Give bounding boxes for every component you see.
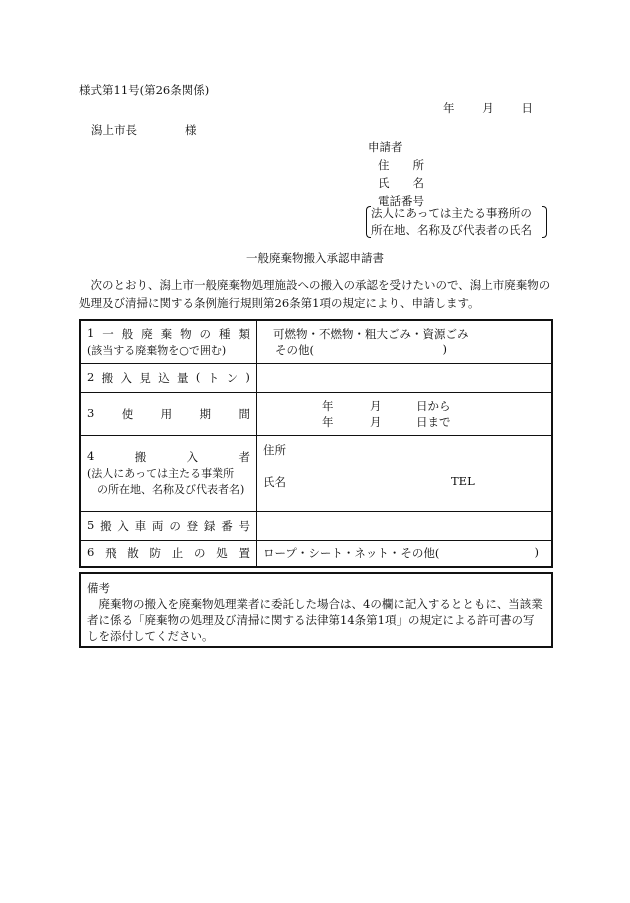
recipient (91, 122, 197, 138)
quantity-label: 2 搬 入 見 込 量 ( ト ン ) (87, 369, 250, 385)
remarks-heading: 備考 (87, 581, 110, 595)
application-statement: 次のとおり、潟上市一般廃棄物処理施設への搬入の承認を受けたいので、潟上市廃棄物の処理及び清掃に関する条例施行規則第26条第1項の規定により、申請します。 (79, 278, 551, 310)
recipient-honorific: 様 (185, 123, 197, 137)
carrier-label: 4 搬 入 者 (87, 449, 250, 464)
vehicle-field[interactable] (257, 511, 553, 540)
date-year: 年 (443, 101, 455, 115)
date-field (443, 100, 533, 116)
applicant-name-label: 氏 名 (378, 176, 424, 190)
vehicle-label: 5 搬 入 車 両 の 登 録 番 号 (87, 517, 250, 533)
remarks-text: 廃棄物の搬入を廃棄物処理業者に委託した場合は、4の欄に記入するとともに、当該業者に係る「廃棄物の処理及び清掃に関する法律第14条第1項」の規定による許可書の写しを添付してください。 (87, 597, 543, 643)
row-carrier (80, 435, 552, 511)
applicant-address-label: 住 所 (378, 158, 424, 172)
waste-type-label: 1 一 般 廃 棄 物 の 種 類 (87, 325, 250, 341)
carrier-address-label: 住所 (263, 442, 286, 457)
applicant-heading: 申請者 (368, 140, 403, 154)
carrier-sublabel-2: の所在地、名称及び代表者名) (97, 483, 245, 496)
carrier-name-label: 氏名 (263, 474, 286, 489)
period-field[interactable]: 年 月 日から 年 月 日まで (257, 392, 553, 435)
scatter-prevention-label: 6 飛 散 防 止 の 処 置 (87, 545, 250, 561)
date-day: 日 (521, 101, 533, 115)
quantity-field[interactable] (257, 363, 553, 392)
date-month: 月 (482, 101, 494, 115)
carrier-field[interactable] (257, 435, 553, 511)
row-quantity (80, 363, 552, 392)
corporate-note: 法人にあっては主たる事務所の 所在地、名称及び代表者の氏名 (366, 205, 543, 239)
document-title: 一般廃棄物搬入承認申請書 (246, 251, 384, 265)
period-label: 3 使 用 期 間 (87, 405, 250, 421)
remarks (79, 572, 553, 648)
carrier-tel-label: TEL (451, 473, 475, 488)
waste-type-options[interactable]: 可燃物・不燃物・粗大ごみ・資源ごみ その他( ) (257, 320, 553, 363)
carrier-sublabel-1: (法人にあっては主たる事業所 (87, 467, 235, 480)
row-scatter-prevention (80, 540, 552, 567)
row-vehicle (80, 511, 552, 540)
waste-type-sublabel: (該当する廃棄物を○で囲む) (87, 343, 227, 357)
scatter-prevention-field[interactable]: ロープ・シート・ネット・その他( ) (257, 540, 553, 567)
application-table (79, 319, 553, 568)
row-waste-type (80, 320, 552, 363)
row-period (80, 392, 552, 435)
applicant-block (368, 138, 424, 210)
form-number: 様式第11号(第26条関係) (79, 83, 210, 97)
applicant-phone-label: 電話番号 (378, 194, 424, 208)
recipient-name: 潟上市長 (91, 123, 137, 137)
